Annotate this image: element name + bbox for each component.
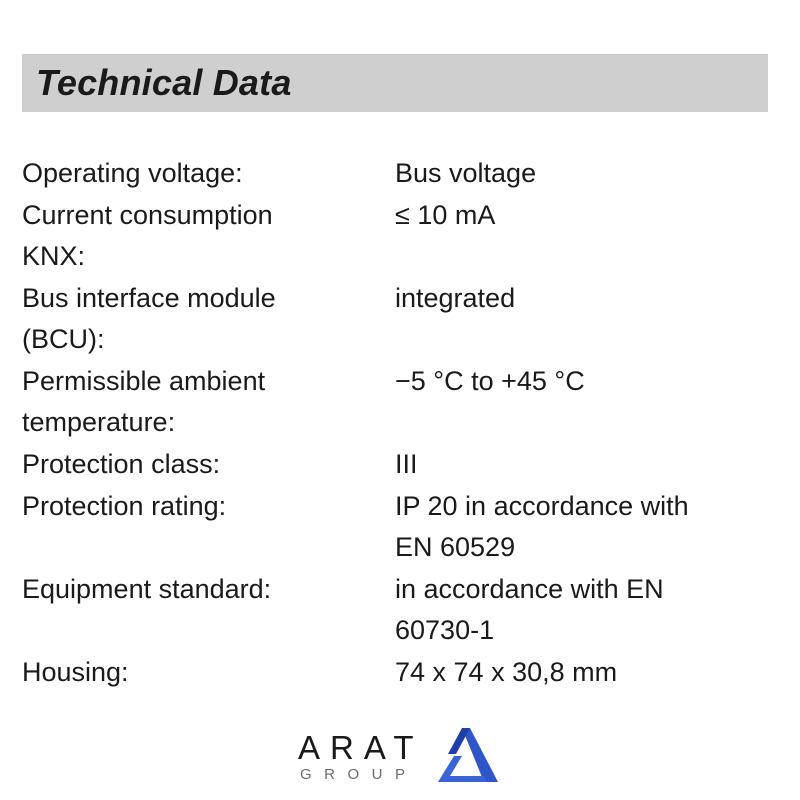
spec-value: ≤ 10 mA	[395, 200, 496, 230]
spec-label: Equipment standard:	[22, 574, 272, 604]
section-title: Technical Data	[36, 62, 292, 103]
spec-label: Protection rating:	[22, 491, 227, 521]
spec-value: Bus voltage	[395, 158, 537, 188]
spec-value: integrated	[395, 283, 516, 313]
triangle-logo-icon	[434, 726, 500, 784]
spec-value: 74 x 74 x 30,8 mm	[395, 657, 618, 687]
logo-subtitle: GROUP	[300, 766, 418, 783]
spec-row	[22, 278, 762, 360]
spec-label: Protection class:	[22, 449, 221, 479]
spec-value: III	[395, 449, 418, 479]
spec-value: in accordance with EN 60730-1	[395, 574, 664, 645]
spec-value: IP 20 in accordance with EN 60529	[395, 491, 689, 562]
spec-row	[22, 652, 762, 693]
logo-wordmark: ARAT	[298, 729, 424, 766]
spec-label: Current consumption KNX:	[22, 200, 273, 271]
section-header	[22, 54, 768, 112]
spec-row	[22, 444, 762, 485]
spec-value: −5 °C to +45 °C	[395, 366, 585, 396]
spec-table	[22, 153, 762, 694]
spec-label: Bus interface module (BCU):	[22, 283, 276, 354]
spec-row	[22, 195, 762, 277]
spec-row	[22, 153, 762, 194]
spec-label: Housing:	[22, 657, 129, 687]
spec-row	[22, 569, 762, 651]
spec-label: Permissible ambient temperature:	[22, 366, 266, 437]
spec-row	[22, 361, 762, 443]
brand-logo	[298, 726, 508, 788]
spec-label: Operating voltage:	[22, 158, 243, 188]
spec-row	[22, 486, 762, 568]
